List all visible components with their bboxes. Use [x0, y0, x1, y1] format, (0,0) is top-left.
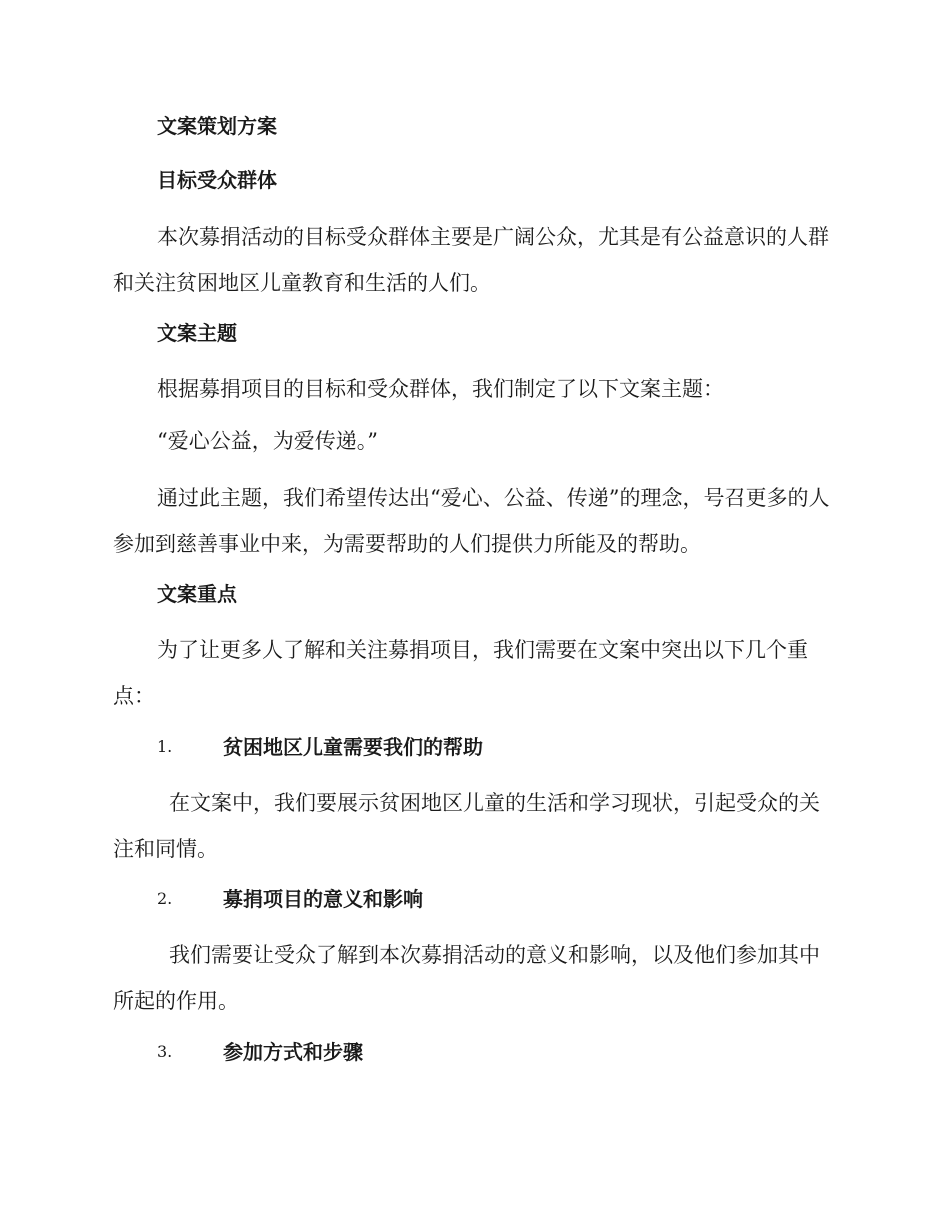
list-item-3	[157, 1029, 837, 1075]
list-item-title: 参加方式和步骤	[223, 1040, 363, 1064]
section-heading-focus: 文案重点	[157, 582, 237, 606]
paragraph-theme-intro: 根据募捐项目的目标和受众群体，我们制定了以下文案主题：	[157, 377, 724, 401]
paragraph-focus-intro: 为了让更多人了解和关注募捐项目，我们需要在文案中突出以下几个重点：	[113, 638, 808, 708]
list-item-1-body: 在文案中，我们要展示贫困地区儿童的生活和学习现状，引起受众的关注和同情。	[113, 791, 820, 861]
document-title: 文案策划方案	[157, 114, 277, 138]
list-item-1	[157, 724, 837, 770]
paragraph-audience: 本次募捐活动的目标受众群体主要是广阔公众，尤其是有公益意识的人群和关注贫困地区儿童教育和生活的人们。	[113, 225, 829, 295]
paragraph-theme-body: 通过此主题，我们希望传达出“爱心、公益、传递”的理念，号召更多的人参加到慈善事业中来，为需要帮助的人们提供力所能及的帮助。	[113, 486, 830, 556]
list-item-2-body: 我们需要让受众了解到本次募捐活动的意义和影响，以及他们参加其中所起的作用。	[113, 943, 820, 1013]
section-heading-theme: 文案主题	[157, 321, 237, 345]
theme-slogan: “爱心公益，为爱传递。”	[157, 429, 378, 453]
list-number: 1.	[157, 737, 173, 756]
list-item-title: 募捐项目的意义和影响	[223, 887, 423, 911]
list-item-2	[157, 876, 837, 922]
section-heading-audience: 目标受众群体	[157, 168, 277, 192]
list-number: 2.	[157, 889, 173, 908]
list-number: 3.	[157, 1042, 173, 1061]
list-item-title: 贫困地区儿童需要我们的帮助	[223, 735, 483, 759]
